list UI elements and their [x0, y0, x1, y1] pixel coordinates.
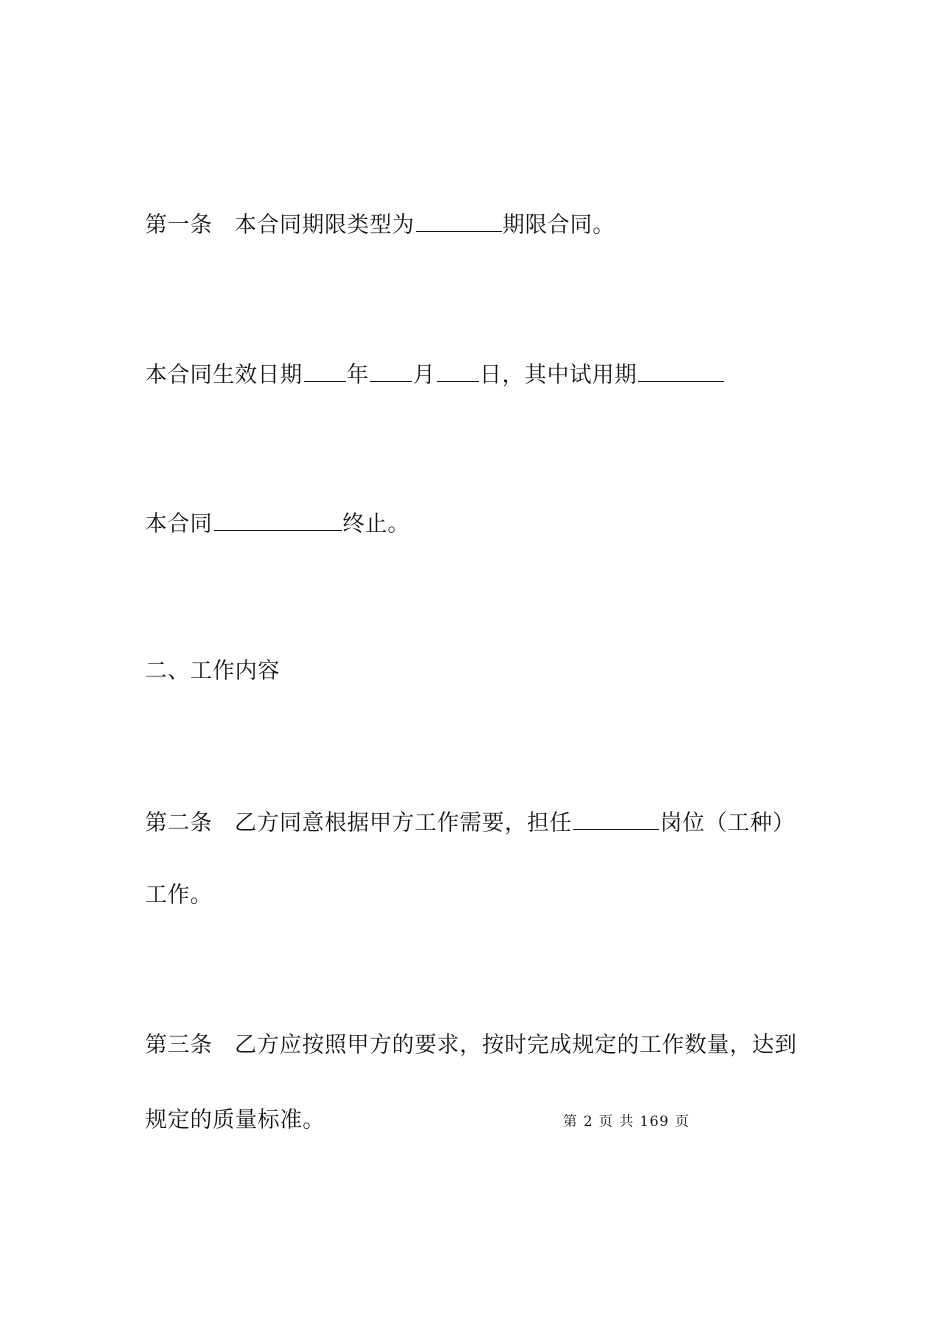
termination-date-blank [214, 508, 342, 531]
article-2-text-after: 岗位（工种） [660, 811, 796, 836]
effective-date-prefix: 本合同生效日期 [145, 363, 303, 388]
article-2-line [145, 807, 795, 839]
day-blank [437, 359, 479, 382]
article-1-label: 第一条 [145, 213, 213, 238]
day-label: 日，其中试用期 [479, 363, 638, 388]
article-1-text-before: 本合同期限类型为 [234, 213, 415, 238]
termination-prefix: 本合同 [145, 512, 213, 537]
article-2-text-before: 乙方同意根据甲方工作需要，担任 [234, 811, 573, 836]
article-1-text-after: 期限合同。 [502, 213, 616, 238]
section-2-heading: 二、工作内容 [145, 659, 281, 684]
article-1-line [145, 209, 615, 241]
article-3-line [145, 1031, 797, 1061]
termination-line [145, 508, 410, 540]
month-label: 月 [413, 363, 436, 388]
article-3-continuation: 规定的质量标准。 [145, 1108, 326, 1133]
termination-suffix: 终止。 [342, 512, 411, 537]
contract-type-blank [416, 209, 502, 232]
article-2-continuation: 工作。 [145, 883, 213, 908]
position-blank [573, 807, 659, 830]
year-blank [304, 359, 346, 382]
probation-blank [638, 359, 724, 382]
month-blank [370, 359, 412, 382]
article-3-label: 第三条 [145, 1033, 213, 1058]
article-2-label: 第二条 [145, 811, 213, 836]
article-3-text: 乙方应按照甲方的要求，按时完成规定的工作数量，达到 [234, 1033, 798, 1058]
effective-date-line [145, 359, 725, 391]
page-number-footer: 第 2 页 共 169 页 [563, 1114, 690, 1130]
year-label: 年 [346, 363, 370, 388]
